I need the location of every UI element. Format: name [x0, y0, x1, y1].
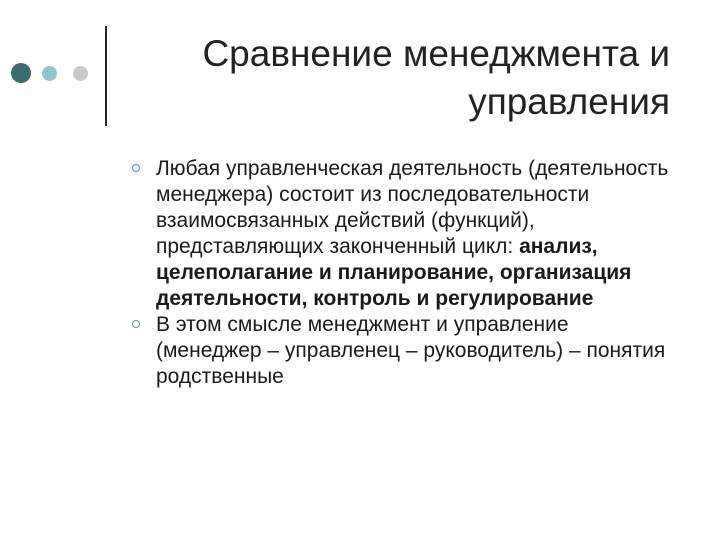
bullet-emphasis-1: анализ, целеполагание и планирование, организация деятельности, контроль и регулирование	[156, 235, 632, 310]
title-line-2: управления	[468, 81, 670, 122]
title-divider	[105, 26, 107, 126]
bullet-text-1: Любая управленческая деятельность (деятельность менеджера) состоит из последовательности взаимосвязанных действий (функций), представляющих законченный цикл:	[156, 157, 669, 258]
gray-dot-icon	[73, 66, 88, 81]
page-title	[125, 30, 670, 126]
decorative-dots	[0, 0, 110, 140]
title-line-1: Сравнение менеджмента и	[202, 33, 670, 74]
hollow-circle-icon	[132, 320, 140, 328]
bullet-list	[132, 156, 677, 390]
dark-dot-icon	[11, 63, 31, 83]
bullet-item-2	[132, 312, 677, 390]
bullet-item-1	[132, 156, 677, 312]
bullet-text-2: В этом смысле менеджмент и управление (менеджер – управленец – руководитель) – понятия родственные	[156, 313, 666, 388]
hollow-circle-icon	[132, 164, 140, 172]
light-dot-icon	[42, 66, 57, 81]
